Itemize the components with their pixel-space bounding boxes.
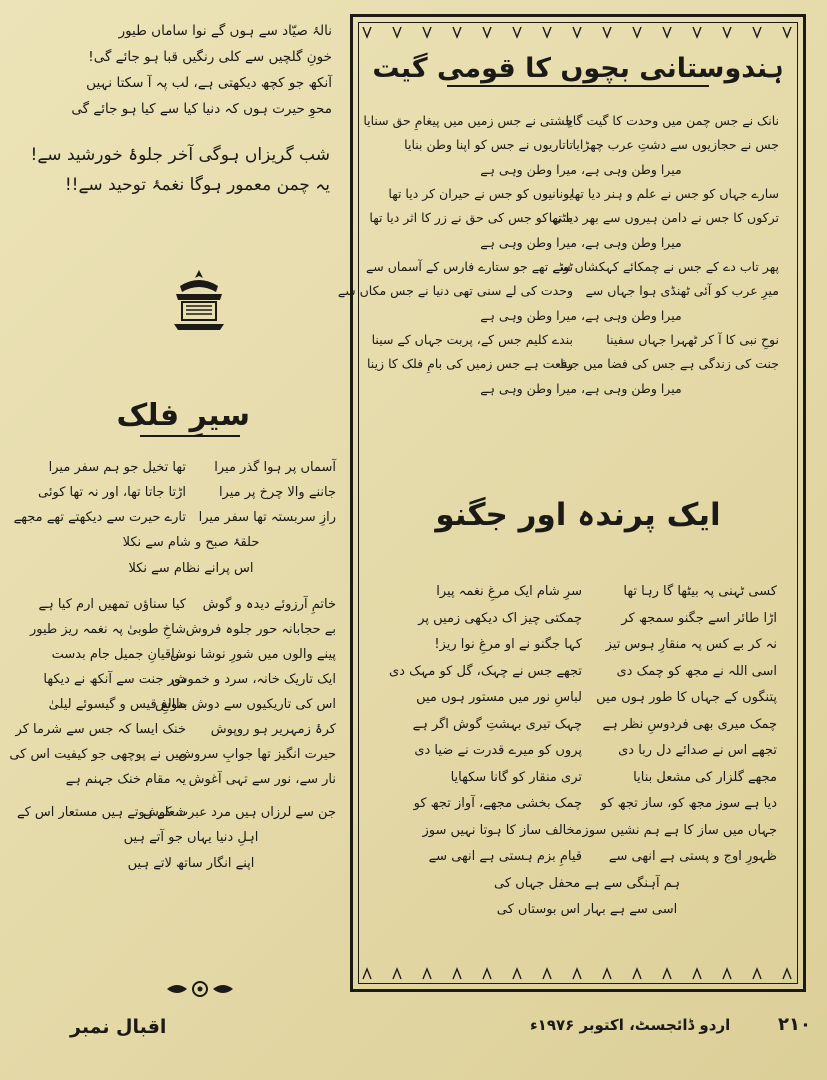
hemistich: چہک تیری بہشتِ گوش اگر ہے <box>412 716 582 732</box>
ornament-icon <box>170 268 228 332</box>
hemistich: دور جنت سے آنکھ نے دیکھا <box>43 672 186 687</box>
hemistich: ساقیانِ جمیل جام بدست <box>51 647 186 662</box>
verse-row <box>9 742 336 767</box>
hemistich: جن سے لرزاں ہیں مرد عبرت کوش <box>142 805 336 820</box>
hemistich: خاتمِ آرزوئے دیدہ و گوش <box>202 597 336 612</box>
verse-row <box>397 765 777 792</box>
verse-line: یہ چمن معمور ہوگا نغمۂ توحید سے!! <box>64 175 330 195</box>
verse-row <box>363 109 779 133</box>
verse-line-centered: ہم آہنگی سے ہے محفل جہاں کی <box>494 875 680 891</box>
title-text: ہندوستانی بچوں کا قومی گیت <box>372 53 784 84</box>
verse-row <box>397 818 777 845</box>
verse-row <box>397 685 777 712</box>
verse-line: آنکھ جو کچھ دیکھتی ہے، لب پہ آ سکتا نہیں <box>86 75 332 91</box>
verse-row <box>397 712 777 739</box>
refrain-line: میرا وطن وہی ہے، میرا وطن وہی ہے <box>480 235 682 250</box>
verse-row <box>371 328 779 352</box>
hemistich: تھا تخیل جو ہم سفر میرا <box>48 460 186 475</box>
verse-line-centered: اسی سے ہے بہار اس بوستاں کی <box>496 901 678 917</box>
hemistich: وحدت کی لے سنی تھی دنیا نے جس مکاں سے <box>337 283 573 298</box>
fleuron-icon <box>165 978 235 1000</box>
verse-line-centered: اس پرانے نظام سے نکلا <box>128 561 254 576</box>
title-text: سیرِ فلک <box>116 398 250 433</box>
hemistich: تارے حیرت سے دیکھتے تھے مجھے <box>13 510 186 525</box>
verse-row <box>397 791 777 818</box>
verse-row <box>369 206 779 230</box>
hemistich: تاتاریوں نے جس کو اپنا وطن بنایا <box>404 137 573 152</box>
hemistich: کہا جگنو نے او مرغِ نوا ریز! <box>434 637 582 652</box>
hemistich: کیا سناؤں تمھیں ارم کیا ہے <box>38 597 186 612</box>
hemistich: ٹوٹے تھے جو ستارے فارس کے آسماں سے <box>365 259 573 274</box>
hemistich: رفعت ہے جس زمیں کی بامِ فلک کا زینا <box>367 356 573 371</box>
hemistich: سارے جہاں کو جس نے علم و ہنر دیا تھا <box>570 186 779 201</box>
hemistich: چمک میری بھی فردوسِ نظر ہے <box>602 716 777 732</box>
hemistich: حیرت انگیز تھا جوابِ سروش <box>178 747 336 762</box>
verse-line: شب گریزاں ہوگی آخر جلوۂ خورشید سے! <box>30 145 330 165</box>
verse-row <box>46 692 336 717</box>
hemistich: میرِ عرب کو آئی ٹھنڈی ہوا جہاں سے <box>585 283 779 298</box>
hemistich: ترکوں کا جس نے دامن ہیروں سے بھر دیا تھا <box>548 210 779 225</box>
verse-row <box>389 659 777 686</box>
verse-row <box>367 352 779 376</box>
poem-sair-e-falak <box>9 455 336 877</box>
poem-qaumi-geet <box>337 109 779 401</box>
verse-row <box>383 182 779 206</box>
verse-row <box>397 606 777 633</box>
left-column <box>20 18 342 200</box>
verse-row <box>397 579 777 606</box>
refrain-line: میرا وطن وہی ہے، میرا وطن وہی ہے <box>480 308 682 323</box>
verse-line: خونِ گلچیں سے کلی رنگیں قبا ہو جائے گی! <box>88 49 332 65</box>
hemistich: چمکتی چیز اک دیکھی زمیں پر <box>418 610 582 626</box>
hemistich: رازِ سربستہ تھا سفر میرا <box>198 510 336 525</box>
verse-row <box>397 632 777 659</box>
hemistich: مٹی کو جس کی حق نے زر کا اثر دیا تھا <box>369 210 573 225</box>
hemistich: کرۂ زمہریر ہو روپوش <box>210 722 336 737</box>
poem-top-stanza <box>20 18 342 122</box>
title-underline <box>447 85 709 87</box>
hemistich: آسماں پر ہوا گذر میرا <box>214 460 336 475</box>
verse-row <box>337 279 779 303</box>
hemistich: طالعِ قیس و گیسوئے لیلیٰ <box>48 697 186 712</box>
verse-row <box>46 642 336 667</box>
hemistich: مجھے گلزار کی مشعل بنایا <box>633 769 777 785</box>
hemistich: جس نے حجازیوں سے دشتِ عرب چھڑایا <box>572 137 779 152</box>
hemistich: ظہورِ اوج و پستی ہے انھی سے <box>608 849 777 864</box>
hemistich: کسی ٹہنی پہ بیٹھا گا رہا تھا <box>623 584 777 599</box>
verse-row <box>365 255 779 279</box>
hemistich: اڑا طائر اسے جگنو سمجھ کر <box>621 610 777 626</box>
poem-frame <box>337 14 806 992</box>
closing-couplet <box>20 140 342 200</box>
page-number: ۲۱۰ <box>778 1014 811 1035</box>
verse-row <box>397 738 777 765</box>
hemistich: لباسِ نور میں مستور ہوں میں <box>416 690 582 705</box>
hemistich: چمک بخشی مجھے، آواز تجھ کو <box>413 796 582 811</box>
verse-row <box>46 455 336 480</box>
hemistich: پروں کو میرے قدرت نے ضیا دی <box>414 743 582 758</box>
hemistich: پھر تاب دے کے جس نے چمکائے کہکشاں سے <box>552 259 779 274</box>
verse-line: محوِ حیرت ہوں کہ دنیا کیا سے کیا ہو جائے گی <box>71 101 332 117</box>
hemistich: یونانیوں کو جس نے حیران کر دیا تھا <box>388 186 573 201</box>
hemistich: دیا ہے سوز مجھ کو، ساز تجھ کو <box>600 796 777 811</box>
verse-line-centered: اہلِ دنیا یہاں جو آتے ہیں <box>123 830 259 845</box>
hemistich: اڑتا جاتا تھا، اور نہ تھا کوئی <box>38 485 186 500</box>
frame-ornament-bottom <box>353 967 803 981</box>
hemistich: پتنگوں کے جہاں کا طور ہوں میں <box>596 690 777 705</box>
hemistich: تری منقار کو گانا سکھایا <box>450 769 582 785</box>
hemistich: نہ کر بے کس پہ منقارِ ہوس تیز <box>605 637 777 652</box>
hemistich: تجھے اس نے صدائے دل ربا دی <box>618 743 777 758</box>
hemistich: بے حجابانہ حور جلوہ فروش <box>185 622 336 637</box>
verse-row <box>13 505 336 530</box>
hemistich: شعلے ہوتے ہیں مستعار اس کے <box>16 805 186 820</box>
poem-title-sair-e-falak <box>116 398 250 433</box>
verse-row <box>38 480 336 505</box>
hemistich: شاخِ طوبیٰ پہ نغمہ ریز طیور <box>29 622 186 637</box>
verse-line-centered: حلقۂ صبح و شام سے نکلا <box>122 535 260 550</box>
poem-title-qaumi-geet <box>353 53 803 84</box>
verse-row <box>15 717 336 742</box>
hemistich: بندے کلیم جس کے، پربت جہاں کے سینا <box>371 332 573 347</box>
verse-line-centered: اپنے انگار ساتھ لاتے ہیں <box>127 856 255 871</box>
verse-row <box>46 767 336 792</box>
frame-ornament-top <box>353 25 803 39</box>
hemistich: پینے والوں میں شورِ نوشا نوش <box>170 647 336 662</box>
hemistich: جنت کی زندگی ہے جس کی فضا میں جینا <box>560 356 779 371</box>
poem-parinda-aur-jugnu <box>389 579 777 923</box>
hemistich: میں نے پوچھی جو کیفیت اس کی <box>9 747 186 762</box>
hemistich: اسی اللہ نے مجھ کو چمک دی <box>616 663 777 679</box>
verse-row <box>16 800 336 825</box>
issue-label: اقبال نمبر <box>70 1016 167 1038</box>
refrain-line: میرا وطن وہی ہے، میرا وطن وہی ہے <box>480 162 682 177</box>
hemistich: جہاں میں ساز کا ہے ہم نشیں سوز <box>582 822 777 838</box>
poem-title-parinda-aur-jugnu: ایک پرندہ اور جگنو <box>435 497 721 533</box>
hemistich: سرِ شام ایک مرغِ نغمہ پیرا <box>436 584 582 599</box>
verse-row <box>29 617 336 642</box>
verse-row <box>397 844 777 871</box>
hemistich: نار سے، نور سے تہی آغوش <box>188 772 336 787</box>
hemistich: قیامِ بزم ہستی ہے انھی سے <box>428 849 582 864</box>
hemistich: تجھے جس نے چہک، گل کو مہک دی <box>389 663 582 679</box>
title-underline <box>140 435 240 437</box>
verse-row <box>38 592 336 617</box>
magazine-issue-footer: اردو ڈائجسٹ، اکتوبر ۱۹۷۶ء <box>530 1016 731 1034</box>
hemistich: نوحِ نبی کا آ کر ٹھہرا جہاں سفینا <box>606 332 779 347</box>
hemistich: یہ مقام خنک جہنم ہے <box>65 772 186 787</box>
hemistich: اس کی تاریکیوں سے دوش بدوش <box>154 697 336 712</box>
verse-row <box>43 667 336 692</box>
hemistich: ایک تاریک خانہ، سرد و خموش <box>171 672 336 687</box>
verse-row <box>383 133 779 157</box>
hemistich: نانک نے جس چمن میں وحدت کا گیت گایا <box>565 113 779 128</box>
hemistich: خنک ایسا کہ جس سے شرما کر <box>15 722 186 737</box>
hemistich: چشتی نے جس زمیں میں پیغامِ حق سنایا <box>363 113 573 128</box>
hemistich: جاننے والا چرخ پر میرا <box>218 485 336 500</box>
hemistich: مخالف ساز کا ہوتا نہیں سوز <box>422 822 582 838</box>
refrain-line: میرا وطن وہی ہے، میرا وطن وہی ہے <box>480 381 682 396</box>
verse-line: نالۂ صیّاد سے ہوں گے نوا ساماں طیور <box>118 23 332 39</box>
